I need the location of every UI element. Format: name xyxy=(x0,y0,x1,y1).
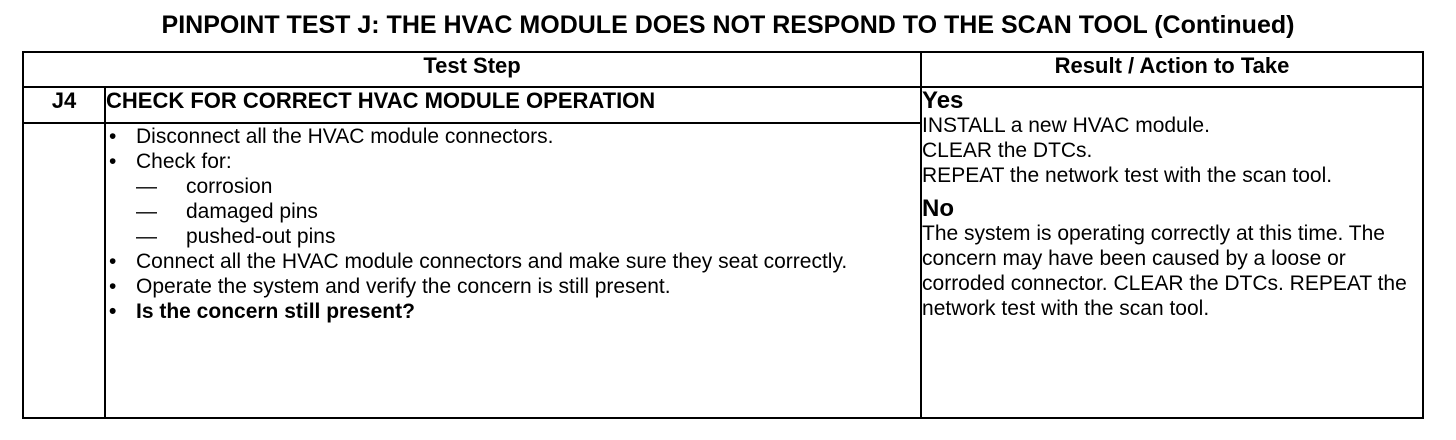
check-item-text: pushed-out pins xyxy=(186,225,336,248)
header-result-action: Result / Action to Take xyxy=(921,52,1423,87)
step-instructions xyxy=(105,123,921,418)
check-item-text: damaged pins xyxy=(186,200,318,223)
instruction-list xyxy=(106,124,920,324)
dash-icon: — xyxy=(136,225,157,248)
step-id: J4 xyxy=(23,87,105,123)
bullet-icon: • xyxy=(109,150,117,173)
result-cell xyxy=(921,87,1423,418)
list-item xyxy=(136,174,920,199)
list-item xyxy=(106,249,920,274)
bullet-icon: • xyxy=(109,275,117,298)
step-title: CHECK FOR CORRECT HVAC MODULE OPERATION xyxy=(105,87,921,123)
check-item-text: corrosion xyxy=(186,175,273,198)
page-title: PINPOINT TEST J: THE HVAC MODULE DOES NOT RESPOND TO THE SCAN TOOL (Continued) xyxy=(161,11,1295,39)
list-item xyxy=(106,274,920,299)
instruction-text: Connect all the HVAC module connectors and make sure they seat correctly. xyxy=(136,250,848,273)
dash-icon: — xyxy=(136,175,157,198)
dash-icon: — xyxy=(136,200,157,223)
list-item xyxy=(106,149,920,249)
bullet-icon: • xyxy=(109,300,117,323)
bullet-icon: • xyxy=(109,125,117,148)
list-item xyxy=(136,224,920,249)
list-item xyxy=(136,199,920,224)
step-title-row xyxy=(23,87,1423,123)
header-test-step: Test Step xyxy=(23,52,921,87)
bullet-icon: • xyxy=(109,250,117,273)
result-yes-text-3: REPEAT the network test with the scan tool. xyxy=(922,164,1333,187)
table-header-row xyxy=(23,52,1423,87)
instruction-text: Disconnect all the HVAC module connectors. xyxy=(136,125,554,148)
result-yes-text-2: CLEAR the DTCs. xyxy=(922,139,1093,162)
list-item xyxy=(106,124,920,149)
result-yes-label: Yes xyxy=(922,87,964,114)
instruction-text: Operate the system and verify the concern is still present. xyxy=(136,275,671,298)
result-no-label: No xyxy=(922,195,955,222)
result-no-text: The system is operating correctly at this time. The concern may have been caused by a loose or corroded connector. CLEAR the DTCs. REPEAT the network test with the scan tool. xyxy=(922,222,1407,320)
step-id-blank xyxy=(23,123,105,418)
instruction-text: Check for: xyxy=(136,150,232,173)
check-for-list xyxy=(136,174,920,249)
pinpoint-test-table xyxy=(22,51,1424,419)
result-yes-text-1: INSTALL a new HVAC module. xyxy=(922,114,1210,137)
list-item xyxy=(106,299,920,324)
question-text: Is the concern still present? xyxy=(136,300,415,323)
